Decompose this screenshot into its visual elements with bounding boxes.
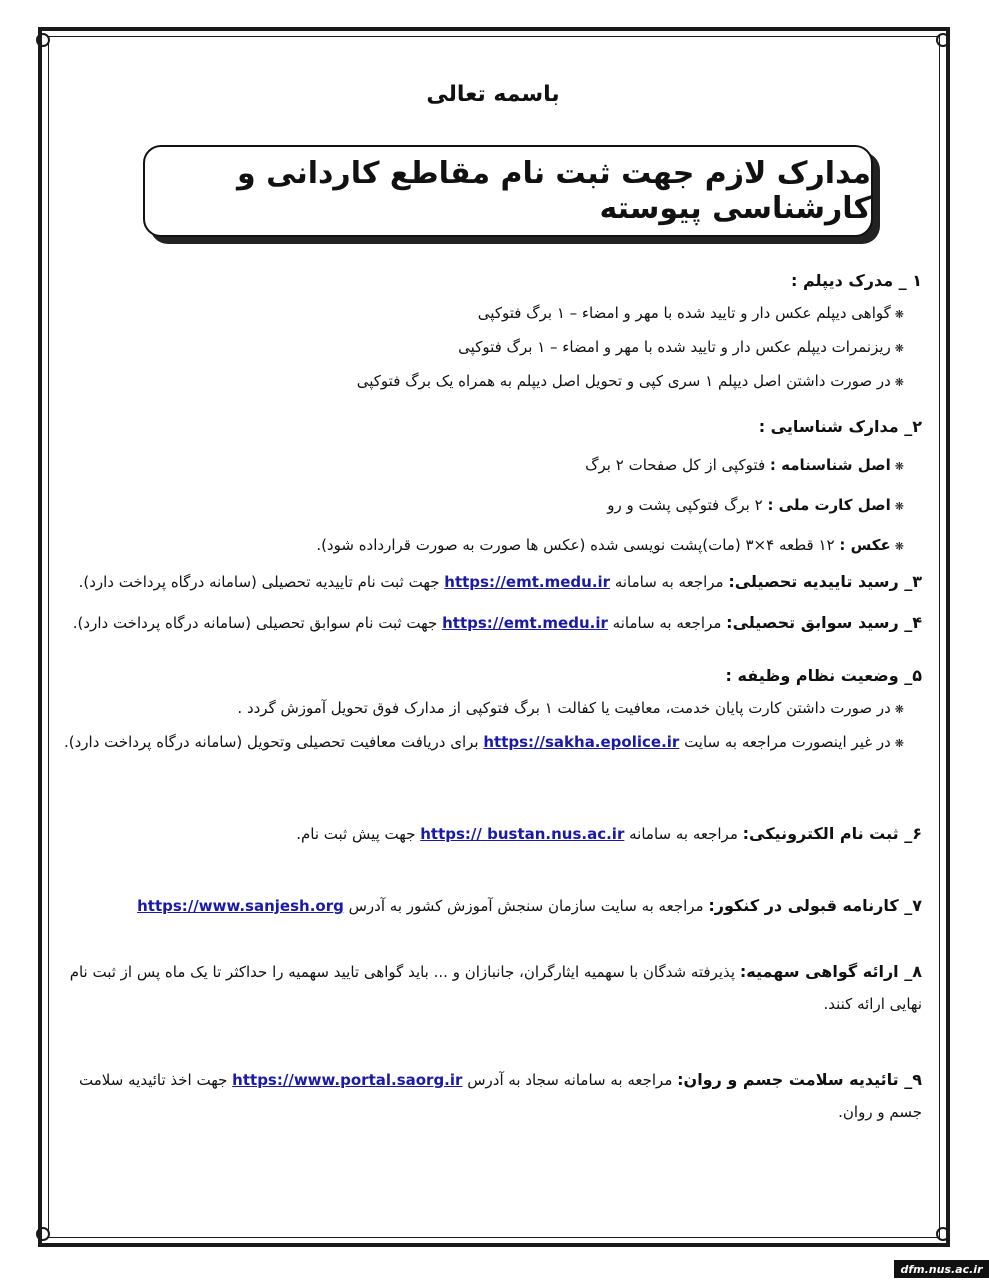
- section-exam-result: [64, 890, 922, 922]
- section-heading: ۵_ وضعیت نظام وظیفه :: [725, 666, 922, 685]
- item-text: مراجعه به سایت سازمان سنجش آموزش کشور به آدرس: [343, 897, 709, 915]
- item-text: جهت ثبت نام سوابق تحصیلی (سامانه درگاه پرداخت دارد).: [72, 614, 443, 632]
- section-military-service: [64, 660, 922, 760]
- item-text: در غیر اینصورت مراجعه به سایت: [679, 733, 891, 751]
- list-item: [64, 486, 922, 526]
- basmala-heading: باسمه تعالی: [426, 82, 560, 107]
- section-heading: ۹_ تائیدیه سلامت جسم و روان:: [677, 1070, 922, 1089]
- item-text: جهت اخذ تائیدیه سلامت جسم و روان.: [79, 1071, 922, 1121]
- emt-medu-link[interactable]: https://emt.medu.ir: [444, 573, 611, 591]
- section-heading: ۴_ رسید سوابق تحصیلی:: [726, 613, 922, 632]
- bustan-nus-link[interactable]: https:// bustan.nus.ac.ir: [420, 825, 625, 843]
- sanjesh-link[interactable]: https://www.sanjesh.org: [137, 897, 344, 915]
- bullet-star-icon: ❋: [894, 540, 904, 553]
- bullet-star-icon: ❋: [894, 460, 904, 473]
- item-label: عکس :: [839, 536, 891, 554]
- corner-ornament: [936, 33, 950, 47]
- watermark-tag: dfm.nus.ac.ir: [894, 1260, 989, 1278]
- list-item: [64, 726, 922, 760]
- section-heading: ۳_ رسید تاییدیه تحصیلی:: [728, 572, 922, 591]
- document-title: مدارک لازم جهت ثبت نام مقاطع کاردانی و کارشناسی پیوسته: [237, 156, 871, 226]
- bullet-star-icon: ❋: [894, 703, 904, 716]
- item-text: مراجعه به سامانه: [624, 825, 743, 843]
- item-text: جهت پیش ثبت نام.: [296, 825, 421, 843]
- section-education-records: [64, 607, 922, 639]
- bullet-star-icon: ❋: [894, 737, 904, 750]
- sakha-epolice-link[interactable]: https://sakha.epolice.ir: [483, 733, 680, 751]
- item-text: در صورت داشتن کارت پایان خدمت، معافیت یا کفالت ۱ برگ فتوکپی از مدارک فوق تحویل آموزش گردد .: [237, 699, 891, 717]
- section-heading: ۸_ ارائه گواهی سهمیه:: [739, 962, 922, 981]
- item-text: ۲ برگ فتوکپی پشت و رو: [607, 496, 768, 514]
- item-label: اصل شناسنامه :: [769, 456, 891, 474]
- section-identity: [64, 408, 922, 566]
- list-item: [64, 331, 922, 365]
- portal-saorg-link[interactable]: https://www.portal.saorg.ir: [232, 1071, 463, 1089]
- section-education-confirmation: [64, 566, 922, 598]
- item-text: در صورت داشتن اصل دیپلم ۱ سری کپی و تحویل اصل دیپلم به همراه یک برگ فتوکپی: [356, 372, 891, 390]
- list-item: [64, 446, 922, 486]
- document-content: [60, 40, 926, 1230]
- list-item: [64, 526, 922, 566]
- document-title-box: [143, 145, 873, 237]
- section-heading: ۷_ کارنامه قبولی در کنکور:: [708, 896, 922, 915]
- item-text: ۱۲ قطعه ۴×۳ (مات)پشت نویسی شده (عکس ها صورت به صورت قرارداده شود).: [316, 536, 840, 554]
- item-label: اصل کارت ملی :: [767, 496, 891, 514]
- emt-medu-link[interactable]: https://emt.medu.ir: [442, 614, 608, 632]
- item-text: ریزنمرات دیپلم عکس دار و تایید شده با مهر و امضاء – ۱ برگ فتوکپی: [458, 338, 891, 356]
- list-item: [64, 692, 922, 726]
- bullet-star-icon: ❋: [894, 342, 904, 355]
- bullet-star-icon: ❋: [894, 308, 904, 321]
- list-item: [64, 365, 922, 399]
- item-text: پذیرفته شدگان با سهمیه ایثارگران، جانبازان و ... باید گواهی تایید سهمیه را حداکثر تا یک ماه پس از ثبت نام نهایی ارائه کنند.: [69, 963, 922, 1013]
- item-text: مراجعه به سامانه: [610, 573, 729, 591]
- section-heading: ۱ _ مدرک دیپلم :: [790, 271, 922, 290]
- corner-ornament: [936, 1227, 950, 1241]
- list-item: [64, 297, 922, 331]
- corner-ornament: [36, 33, 50, 47]
- section-heading: ۶_ ثبت نام الکترونیکی:: [742, 824, 922, 843]
- corner-ornament: [36, 1227, 50, 1241]
- section-online-registration: [64, 818, 922, 850]
- item-text: مراجعه به سامانه: [607, 614, 727, 632]
- item-text: برای دریافت معافیت تحصیلی وتحویل (سامانه درگاه پرداخت دارد).: [63, 733, 484, 751]
- item-text: مراجعه به سامانه سجاد به آدرس: [462, 1071, 678, 1089]
- item-text: فتوکپی از کل صفحات ۲ برگ: [585, 456, 770, 474]
- section-diploma: [64, 265, 922, 399]
- bullet-star-icon: ❋: [894, 376, 904, 389]
- item-text: جهت ثبت نام تاییدیه تحصیلی (سامانه درگاه پرداخت دارد).: [78, 573, 445, 591]
- section-health-confirmation: [64, 1064, 922, 1128]
- bullet-star-icon: ❋: [894, 500, 904, 513]
- section-quota-certificate: [64, 956, 922, 1020]
- item-text: گواهی دیپلم عکس دار و تایید شده با مهر و امضاء – ۱ برگ فتوکپی: [477, 304, 891, 322]
- section-heading: ۲_ مدارک شناسایی :: [758, 417, 922, 436]
